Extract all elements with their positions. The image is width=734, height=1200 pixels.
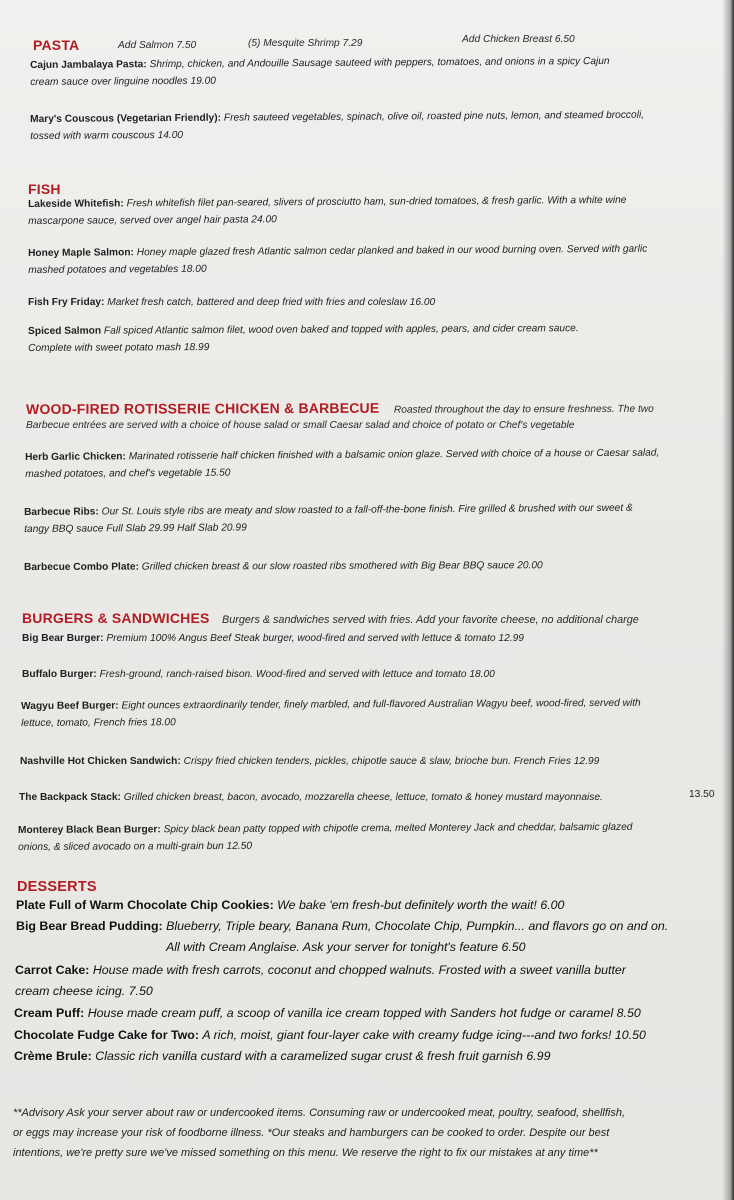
item-description: Market fresh catch, battered and deep fried with fries and coleslaw 16.00 xyxy=(107,297,436,308)
rotisserie-intro: Roasted throughout the day to ensure freshness. The two xyxy=(393,403,654,416)
dessert-cookies xyxy=(16,895,564,916)
item-name: Carrot Cake: xyxy=(15,963,90,977)
item-name: Barbecue Ribs: xyxy=(24,506,99,518)
item-description: Marinated rotisserie half chicken finished with a balsamic onion glaze. Served with choice of a house or Caesar salad, xyxy=(128,447,660,463)
advisory-notice xyxy=(13,1103,625,1163)
item-name: Monterey Black Bean Burger: xyxy=(18,824,161,836)
item-description-cont: tossed with warm couscous 14.00 xyxy=(30,129,184,142)
dessert-carrot-cake xyxy=(15,960,626,1002)
item-name: Spiced Salmon xyxy=(28,325,102,337)
menu-item-barbecue-ribs xyxy=(24,500,633,538)
item-description-cont: mashed potatoes, and chef's vegetable 15.50 xyxy=(25,467,231,480)
menu-item-cajun-jambalaya xyxy=(30,53,610,91)
item-description: Eight ounces extraordinarily tender, finely marbled, and full-flavored Australian Wagyu beef, wood-fired, served with xyxy=(121,697,641,712)
item-description: A rich, moist, giant four-layer cake with creamy fudge icing---and two forks! 10.50 xyxy=(202,1028,646,1042)
menu-item-honey-maple-salmon xyxy=(28,241,647,279)
item-name: Fish Fry Friday: xyxy=(28,297,105,308)
pasta-addon-chicken: Add Chicken Breast 6.50 xyxy=(462,34,575,45)
menu-item-black-bean-burger xyxy=(18,819,633,856)
menu-item-lakeside-whitefish xyxy=(28,192,627,230)
item-description: Blueberry, Triple beary, Banana Rum, Chocolate Chip, Pumpkin... and flavors go on and on. xyxy=(166,919,669,933)
item-name: Cajun Jambalaya Pasta: xyxy=(30,59,147,71)
backpack-stack-price: 13.50 xyxy=(689,789,715,800)
item-name: Nashville Hot Chicken Sandwich: xyxy=(20,756,181,767)
item-description: Grilled chicken breast, bacon, avocado, mozzarella cheese, lettuce, tomato & honey mustard mayonnaise. xyxy=(123,792,603,803)
burgers-header xyxy=(22,610,639,628)
item-name: Cream Puff: xyxy=(14,1006,85,1020)
item-description: Shrimp, chicken, and Andouille Sausage sauteed with peppers, tomatoes, and onions in a spicy Cajun xyxy=(149,55,610,71)
item-description-cont: cream cheese icing. 7.50 xyxy=(15,984,153,998)
item-description-cont: Complete with sweet potato mash 18.99 xyxy=(28,342,210,354)
menu-item-nashville-hot-chicken xyxy=(20,753,599,770)
item-description: Classic rich vanilla custard with a caramelized sugar crust & fresh fruit garnish 6.99 xyxy=(95,1049,551,1063)
menu-item-big-bear-burger xyxy=(22,630,524,647)
item-description: Fresh sauteed vegetables, spinach, olive oil, roasted pine nuts, lemon, and steamed broccoli, xyxy=(223,109,645,124)
menu-item-fish-fry-friday xyxy=(28,294,435,311)
advisory-line-2: or eggs may increase your risk of foodborne illness. *Our steaks and hamburgers can be cooked to order. Despite our best xyxy=(13,1127,610,1139)
menu-item-buffalo-burger xyxy=(22,666,495,683)
section-title-rotisserie: WOOD-FIRED ROTISSERIE CHICKEN & BARBECUE xyxy=(26,399,380,417)
item-description-cont: cream sauce over linguine noodles 19.00 xyxy=(30,75,216,88)
item-description: Fresh-ground, ranch-raised bison. Wood-fired and served with lettuce and tomato 18.00 xyxy=(99,669,495,680)
menu-item-backpack-stack xyxy=(19,789,603,806)
item-description: Spicy black bean patty topped with chipotle crema, melted Monterey Jack and cheddar, balsamic glazed xyxy=(163,821,633,836)
item-description-cont: tangy BBQ sauce Full Slab 29.99 Half Slab 20.99 xyxy=(24,522,247,535)
item-name: Plate Full of Warm Chocolate Chip Cookies: xyxy=(16,898,274,912)
rotisserie-intro-cont: Barbecue entrées are served with a choice of house salad or small Caesar salad and choice of potato or Chef's vegetable xyxy=(26,420,575,431)
item-name: Honey Maple Salmon: xyxy=(28,247,134,259)
dessert-fudge-cake xyxy=(14,1025,646,1046)
item-description-cont: mashed potatoes and vegetables 18.00 xyxy=(28,263,207,276)
pasta-addon-shrimp: (5) Mesquite Shrimp 7.29 xyxy=(248,38,363,49)
dessert-bread-pudding xyxy=(16,916,668,937)
item-description-cont: mascarpone sauce, served over angel hair pasta 24.00 xyxy=(28,214,277,227)
item-description: Fresh whitefish filet pan-seared, slivers of prosciutto ham, sun-dried tomatoes, & fresh garlic. With a white wine xyxy=(126,194,627,210)
item-description-cont: onions, & sliced avocado on a multi-grain bun 12.50 xyxy=(18,840,253,853)
item-description: Fall spiced Atlantic salmon filet, wood oven baked and topped with apples, pears, and cider cream sauce. xyxy=(103,323,579,337)
menu-item-wagyu-burger xyxy=(21,695,641,732)
item-description: Honey maple glazed fresh Atlantic salmon cedar planked and baked in our wood burning oven. Served with garlic xyxy=(136,243,648,259)
page-fold-shadow xyxy=(722,0,734,1200)
dessert-cream-puff xyxy=(14,1003,641,1024)
item-name: Chocolate Fudge Cake for Two: xyxy=(14,1028,199,1042)
dessert-creme-brule xyxy=(14,1046,550,1067)
advisory-line-1: **Advisory Ask your server about raw or undercooked items. Consuming raw or undercooked meat, poultry, seafood, shellfish, xyxy=(13,1107,626,1119)
item-name: Buffalo Burger: xyxy=(22,669,97,680)
rotisserie-header xyxy=(26,399,654,419)
section-title-desserts: DESSERTS xyxy=(17,879,97,895)
item-description-cont: lettuce, tomato, French fries 18.00 xyxy=(21,717,176,729)
item-description: House made with fresh carrots, coconut and chopped walnuts. Frosted with a sweet vanilla butter xyxy=(92,963,626,977)
item-name: Mary's Couscous (Vegetarian Friendly): xyxy=(30,112,222,125)
item-description: Premium 100% Angus Beef Steak burger, wood-fired and served with lettuce & tomato 12.99 xyxy=(106,633,524,644)
menu-item-marys-couscous xyxy=(30,107,644,145)
section-title-fish: FISH xyxy=(28,181,61,197)
item-name: Herb Garlic Chicken: xyxy=(25,451,126,463)
item-name: Wagyu Beef Burger: xyxy=(21,700,119,712)
item-description: House made cream puff, a scoop of vanilla ice cream topped with Sanders hot fudge or caramel 8.50 xyxy=(87,1006,641,1020)
item-description: Grilled chicken breast & our slow roasted ribs smothered with Big Bear BBQ sauce 20.00 xyxy=(141,560,543,573)
item-name: Lakeside Whitefish: xyxy=(28,198,124,210)
item-name: Crème Brule: xyxy=(14,1049,92,1063)
item-description: Our St. Louis style ribs are meaty and slow roasted to a fall-off-the-bone finish. Fire grilled & brushed with our sweet & xyxy=(101,502,633,518)
dessert-bread-pudding-cont xyxy=(166,937,526,958)
section-title-pasta: PASTA xyxy=(33,37,80,53)
item-description: We bake 'em fresh-but definitely worth the wait! 6.00 xyxy=(277,898,565,912)
item-name: The Backpack Stack: xyxy=(19,792,121,803)
menu-item-barbecue-combo xyxy=(24,557,543,576)
item-name: Big Bear Bread Pudding: xyxy=(16,919,163,933)
item-description: Crispy fried chicken tenders, pickles, chipotle sauce & slaw, brioche bun. French Fries 12.99 xyxy=(183,756,600,767)
item-name: Barbecue Combo Plate: xyxy=(24,561,139,573)
advisory-line-3: intentions, we're pretty sure we've missed something on this menu. We reserve the right to fix our mistakes at any time** xyxy=(13,1147,598,1159)
item-name: Big Bear Burger: xyxy=(22,633,104,644)
menu-item-spiced-salmon xyxy=(28,320,579,357)
burgers-intro: Burgers & sandwiches served with fries. Add your favorite cheese, no additional charge xyxy=(222,614,639,626)
item-description-cont: All with Cream Anglaise. Ask your server for tonight's feature 6.50 xyxy=(166,940,526,954)
menu-item-herb-garlic-chicken xyxy=(25,445,659,483)
section-title-burgers: BURGERS & SANDWICHES xyxy=(22,610,210,626)
pasta-addon-salmon: Add Salmon 7.50 xyxy=(118,40,197,51)
